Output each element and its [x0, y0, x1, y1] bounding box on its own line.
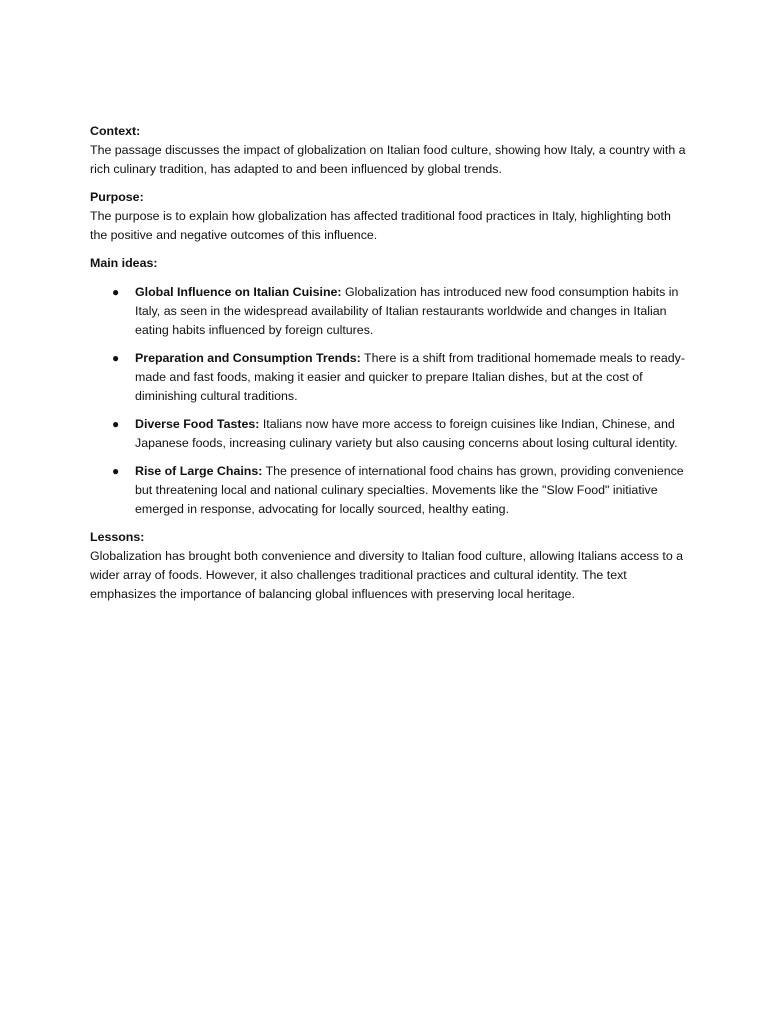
idea-term: Diverse Food Tastes: [135, 417, 260, 431]
context-heading: Context: [90, 124, 141, 138]
bullet-icon: ● [112, 417, 120, 431]
bullet-icon: ● [112, 351, 120, 365]
document-page [90, 122, 688, 613]
context-text: The passage discusses the impact of globalization on Italian food culture, showing how Italy, a country with a rich culinary tradition, has adapted to and been influenced by global trends. [90, 143, 686, 176]
main-ideas-heading: Main ideas: [90, 256, 158, 270]
main-ideas-list [90, 283, 688, 519]
idea-text: The presence of international food chains has grown, providing convenience but threatening local and national culinary specialties. Movements like the "Slow Food" initiative emerged in response, advocating for locally sourced, healthy eating. [135, 464, 684, 516]
bullet-icon: ● [112, 464, 120, 478]
list-item [90, 349, 688, 406]
purpose-text: The purpose is to explain how globalization has affected traditional food practices in Italy, highlighting both the positive and negative outcomes of this influence. [90, 209, 671, 242]
list-item [90, 462, 688, 519]
list-item [90, 415, 688, 453]
purpose-heading: Purpose: [90, 190, 144, 204]
lessons-section [90, 528, 688, 604]
idea-term: Rise of Large Chains: [135, 464, 263, 478]
context-section [90, 122, 688, 179]
idea-text: Globalization has introduced new food consumption habits in Italy, as seen in the widespread availability of Italian restaurants worldwide and changes in Italian eating habits influenced by foreign cultures. [135, 285, 679, 337]
lessons-text: Globalization has brought both convenience and diversity to Italian food culture, allowing Italians access to a wider array of foods. However, it also challenges traditional practices and cultural identity. The text emphasizes the importance of balancing global influences with preserving local heritage. [90, 549, 684, 601]
idea-text: There is a shift from traditional homemade meals to ready-made and fast foods, making it easier and quicker to prepare Italian dishes, but at the cost of diminishing cultural traditions. [135, 351, 685, 403]
idea-term: Global Influence on Italian Cuisine: [135, 285, 342, 299]
idea-term: Preparation and Consumption Trends: [135, 351, 361, 365]
bullet-icon: ● [112, 285, 120, 299]
main-ideas-section [90, 254, 688, 519]
list-item [90, 283, 688, 340]
lessons-heading: Lessons: [90, 530, 145, 544]
purpose-section [90, 188, 688, 245]
idea-text: Italians now have more access to foreign cuisines like Indian, Chinese, and Japanese foods, increasing culinary variety but also causing concerns about losing cultural identity. [135, 417, 678, 450]
